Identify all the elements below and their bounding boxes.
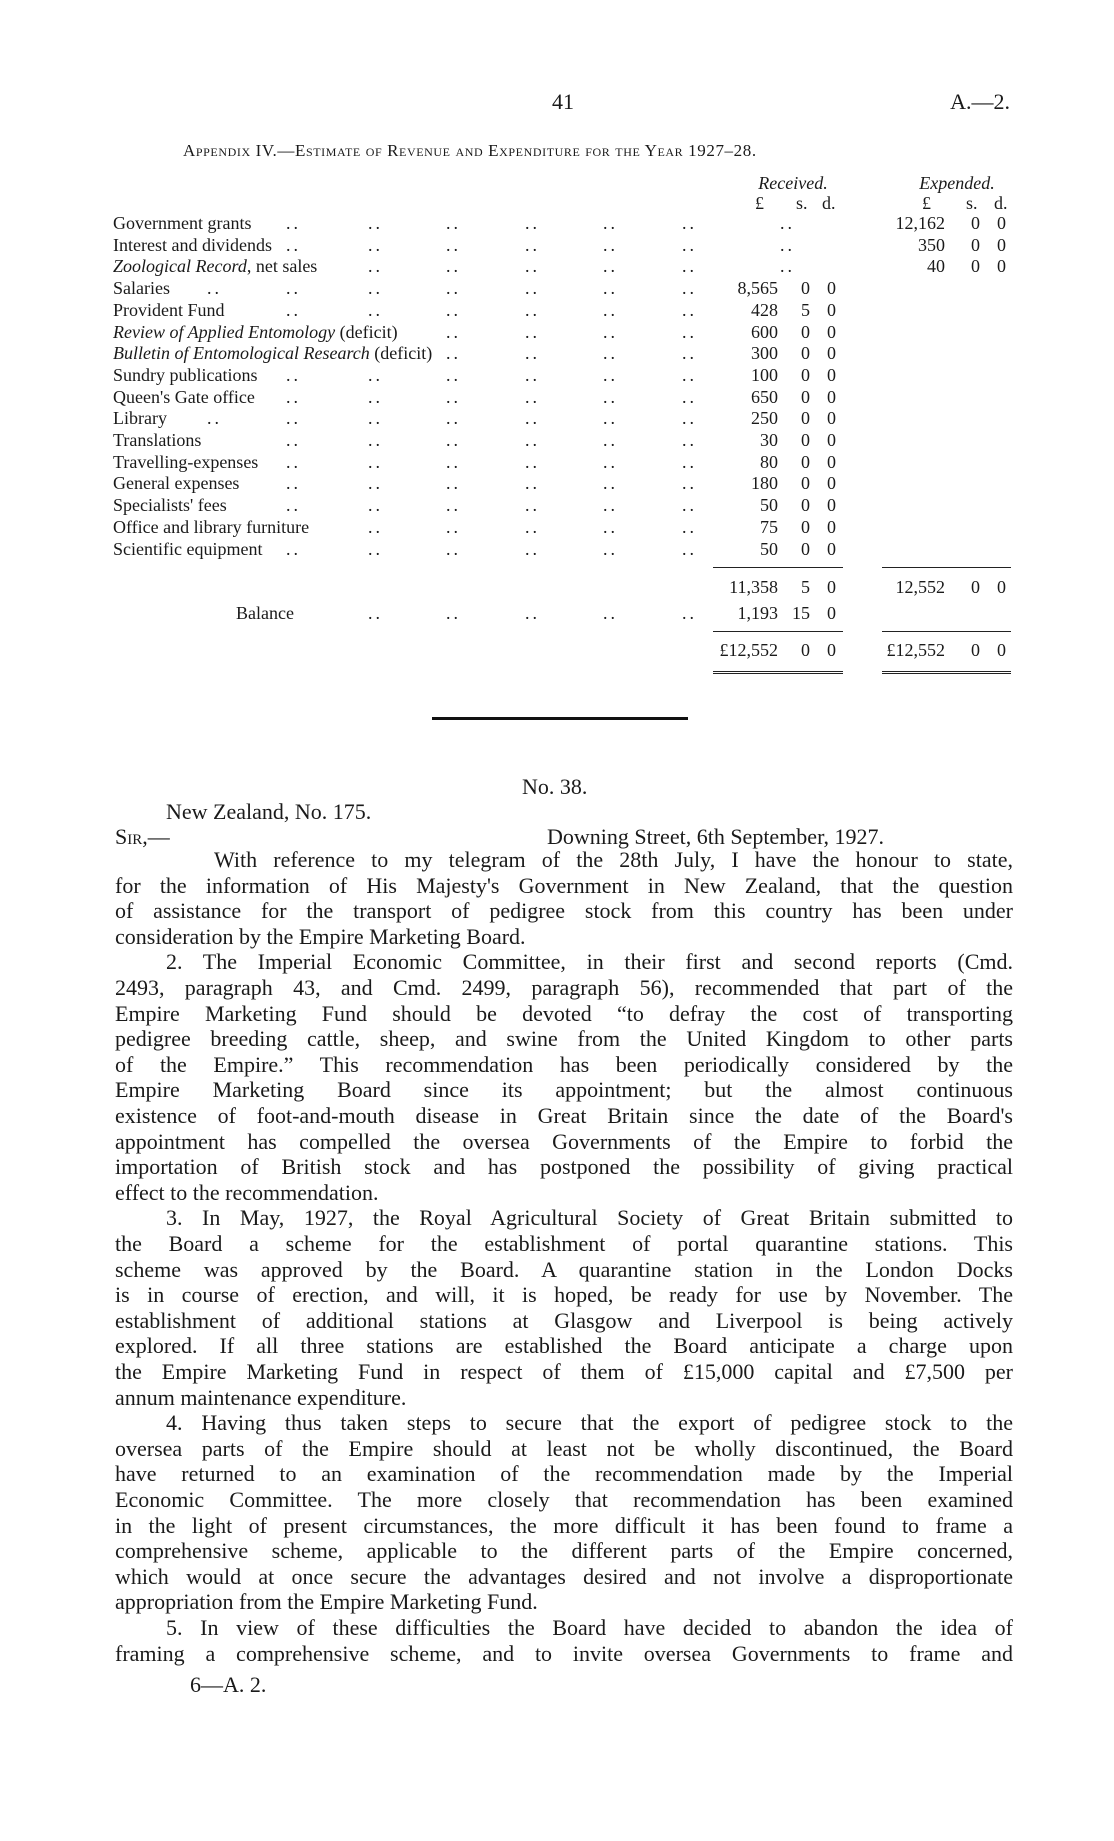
dot-leader: .. (368, 517, 383, 537)
row-label (113, 429, 201, 451)
dot-leader: .. (368, 473, 383, 493)
expended-shillings: 0 (971, 577, 980, 597)
received-pence: 0 (827, 387, 836, 407)
received-pence: 0 (827, 539, 836, 559)
row-label (113, 451, 258, 473)
dot-leader: .. (446, 300, 461, 320)
expended-shillings: 0 (971, 640, 980, 660)
dot-leader: .. (603, 365, 618, 385)
expended-pence: 0 (997, 577, 1006, 597)
received-shillings-unit: s. (796, 193, 808, 213)
received-pence: 0 (827, 365, 836, 385)
dot-leader: .. (525, 213, 540, 233)
dot-leader: .. (682, 452, 697, 472)
row-label (113, 494, 227, 516)
received-shillings: 0 (801, 408, 810, 428)
received-shillings: 5 (801, 577, 810, 597)
row-label-text: Translations (113, 430, 202, 450)
dot-leader: .. (682, 278, 697, 298)
dot-leader: .. (682, 408, 697, 428)
dot-leader: .. (603, 235, 618, 255)
row-label (113, 277, 170, 299)
body-text-line: pedigree breeding cattle, sheep, and swine from the United Kingdom to other parts (115, 1026, 1013, 1051)
dot-leader: .. (446, 408, 461, 428)
received-pounds: 75 (760, 517, 778, 537)
dot-leader: .. (525, 408, 540, 428)
dot-leader: .. (525, 517, 540, 537)
body-text-line: Economic Committee. The more closely that recommendation has been examined (115, 1487, 1013, 1512)
row-label-text: Office and library furniture (113, 517, 310, 537)
row-label-text: Government grants (113, 213, 252, 233)
received-pence: 0 (827, 408, 836, 428)
dot-leader: .. (525, 322, 540, 342)
received-shillings: 5 (801, 300, 810, 320)
received-shillings: 0 (801, 473, 810, 493)
body-text-line: of assistance for the transport of pedigree stock from this country has been under (115, 898, 1013, 923)
dot-leader: .. (446, 256, 461, 276)
expended-pence-unit: d. (994, 193, 1008, 213)
dot-leader: .. (368, 408, 383, 428)
address-date: Downing Street, 6th September, 1927. (547, 824, 885, 849)
body-text-line: scheme was approved by the Board. A quarantine station in the London Docks (115, 1257, 1013, 1282)
received-empty-leader: .. (780, 256, 795, 276)
dot-leader: .. (525, 603, 540, 623)
total-rule-received (713, 631, 843, 632)
received-pounds: 50 (760, 539, 778, 559)
expended-pounds-unit: £ (922, 193, 931, 213)
received-pence: 0 (827, 495, 836, 515)
dot-leader: .. (446, 473, 461, 493)
dot-leader: .. (525, 387, 540, 407)
dot-leader: .. (368, 365, 383, 385)
received-empty-leader: .. (780, 213, 795, 233)
dot-leader: .. (525, 235, 540, 255)
expended-shillings: 0 (971, 256, 980, 276)
received-pounds: 11,358 (729, 577, 778, 597)
dot-leader: .. (286, 213, 301, 233)
received-shillings: 0 (801, 640, 810, 660)
row-label-text: , net sales (246, 256, 318, 276)
dot-leader: .. (286, 539, 301, 559)
received-pence: 0 (827, 300, 836, 320)
row-label-text: (deficit) (335, 322, 398, 342)
dot-leader: .. (682, 430, 697, 450)
body-text-line: appointment has compelled the oversea Governments of the Empire to forbid the (115, 1129, 1013, 1154)
received-shillings: 0 (801, 278, 810, 298)
dot-leader: .. (603, 256, 618, 276)
body-text-line: is in course of erection, and will, it is hoped, be ready for use by November. The (115, 1282, 1013, 1307)
expended-shillings: 0 (971, 235, 980, 255)
dot-leader: .. (682, 235, 697, 255)
dot-leader: .. (682, 300, 697, 320)
dot-leader: .. (682, 539, 697, 559)
row-label (113, 212, 251, 234)
dot-leader: .. (603, 343, 618, 363)
dot-leader: .. (446, 603, 461, 623)
expended-shillings-unit: s. (966, 193, 978, 213)
dot-leader: .. (603, 495, 618, 515)
expended-pence: 0 (997, 235, 1006, 255)
subtotal-rule-expended (882, 567, 1011, 568)
dot-leader: .. (286, 300, 301, 320)
dot-leader: .. (286, 365, 301, 385)
dot-leader: .. (525, 430, 540, 450)
dot-leader: .. (368, 603, 383, 623)
expended-pounds: 350 (918, 235, 945, 255)
row-label-text: Specialists' fees (113, 495, 227, 515)
received-shillings: 0 (801, 495, 810, 515)
received-shillings: 0 (801, 452, 810, 472)
letter-number: No. 38. (522, 774, 588, 799)
dot-leader: .. (368, 430, 383, 450)
dot-leader: .. (603, 430, 618, 450)
dot-leader: .. (682, 387, 697, 407)
expended-pounds: 12,552 (895, 577, 945, 597)
dot-leader: .. (446, 365, 461, 385)
expended-pounds: 40 (927, 256, 945, 276)
dot-leader: .. (446, 495, 461, 515)
body-text-line: annum maintenance expenditure. (115, 1385, 407, 1410)
dot-leader: .. (525, 300, 540, 320)
expended-column-header: Expended. (919, 173, 995, 193)
dot-leader: .. (286, 495, 301, 515)
row-label (113, 342, 432, 364)
body-text-line: oversea parts of the Empire should at least not be wholly discontinued, the Board (115, 1436, 1013, 1461)
dot-leader: .. (368, 539, 383, 559)
dot-leader: .. (603, 278, 618, 298)
received-pounds: £12,552 (719, 640, 778, 660)
body-text-line: in the light of present circumstances, the more difficult it has been found to frame a (115, 1513, 1013, 1538)
salutation: Sir,— (115, 824, 170, 849)
received-pence: 0 (827, 322, 836, 342)
dot-leader: .. (446, 235, 461, 255)
received-shillings: 0 (801, 517, 810, 537)
body-text-line: the Empire Marketing Fund in respect of them of £15,000 capital and £7,500 per (115, 1359, 1013, 1384)
received-shillings: 0 (801, 387, 810, 407)
received-pence: 0 (827, 640, 836, 660)
dot-leader: .. (603, 387, 618, 407)
row-label (113, 538, 262, 560)
dot-leader: .. (368, 495, 383, 515)
dot-leader: .. (603, 213, 618, 233)
subtotal-rule-received (713, 567, 843, 568)
dot-leader: .. (286, 278, 301, 298)
dot-leader: .. (286, 473, 301, 493)
received-pence: 0 (827, 430, 836, 450)
row-label-italic: Zoological Record (113, 256, 247, 276)
body-text-line: of the Empire.” This recommendation has been periodically considered by the (115, 1052, 1013, 1077)
dot-leader: .. (368, 452, 383, 472)
body-text-line: Empire Marketing Board since its appointment; but the almost continuous (115, 1077, 1013, 1102)
row-label-text: Library (113, 408, 167, 428)
row-label-text: Sundry publications (113, 365, 258, 385)
dot-leader: .. (446, 517, 461, 537)
page-number: 41 (552, 89, 574, 114)
received-pounds: 180 (751, 473, 778, 493)
total-rule-expended (882, 631, 1011, 632)
row-label (113, 255, 317, 277)
dot-leader: .. (682, 213, 697, 233)
dot-leader: .. (682, 495, 697, 515)
received-shillings: 0 (801, 539, 810, 559)
dot-leader: .. (525, 343, 540, 363)
row-label (113, 516, 309, 538)
row-label-italic: Review of Applied Entomology (113, 322, 336, 342)
received-column-header: Received. (758, 173, 828, 193)
received-pounds: 30 (760, 430, 778, 450)
series-code: A.—2. (950, 89, 1010, 114)
dot-leader: .. (368, 256, 383, 276)
body-text-line: Empire Marketing Fund should be devoted “to defray the cost of transporting (115, 1001, 1013, 1026)
row-label (113, 234, 272, 256)
dot-leader: .. (446, 278, 461, 298)
row-label (113, 386, 255, 408)
dot-leader: .. (525, 452, 540, 472)
body-text-line: 3. In May, 1927, the Royal Agricultural Society of Great Britain submitted to (166, 1205, 1013, 1230)
dot-leader: .. (682, 256, 697, 276)
dot-leader: .. (446, 322, 461, 342)
dot-leader: .. (525, 495, 540, 515)
received-shillings: 15 (792, 603, 810, 623)
received-shillings: 0 (801, 365, 810, 385)
dot-leader: .. (682, 517, 697, 537)
dot-leader: .. (682, 343, 697, 363)
dot-leader: .. (525, 278, 540, 298)
expended-pounds: £12,552 (886, 640, 945, 660)
body-text-line: effect to the recommendation. (115, 1180, 379, 1205)
dot-leader: .. (286, 430, 301, 450)
dot-leader: .. (603, 408, 618, 428)
received-pence: 0 (827, 278, 836, 298)
dot-leader: .. (368, 235, 383, 255)
double-rule-expended (882, 671, 1011, 676)
expended-pence: 0 (997, 256, 1006, 276)
dot-leader: .. (682, 473, 697, 493)
dot-leader: .. (446, 430, 461, 450)
row-label-text: Travelling-expenses (113, 452, 259, 472)
expended-pence: 0 (997, 640, 1006, 660)
received-empty-leader: .. (780, 235, 795, 255)
dot-leader: .. (525, 539, 540, 559)
dot-leader: .. (682, 322, 697, 342)
dot-leader: .. (603, 473, 618, 493)
received-pence: 0 (827, 473, 836, 493)
dot-leader: .. (603, 300, 618, 320)
received-pence: 0 (827, 603, 836, 623)
dot-leader: .. (368, 300, 383, 320)
body-text-line: 2493, paragraph 43, and Cmd. 2499, paragraph 56), recommended that part of the (115, 975, 1013, 1000)
dot-leader: .. (682, 365, 697, 385)
row-label-italic: Bulletin of Entomological Research (113, 343, 370, 363)
body-text-line: for the information of His Majesty's Government in New Zealand, that the question (115, 873, 1013, 898)
dot-leader: .. (286, 387, 301, 407)
dot-leader: .. (207, 408, 222, 428)
body-text-line: which would at once secure the advantages desired and not involve a disproportionate (115, 1564, 1013, 1589)
body-text-line: appropriation from the Empire Marketing Fund. (115, 1589, 538, 1614)
body-text-line: consideration by the Empire Marketing Board. (115, 924, 526, 949)
received-pounds: 8,565 (737, 278, 778, 298)
dot-leader: .. (446, 539, 461, 559)
received-shillings: 0 (801, 430, 810, 450)
row-label (113, 299, 225, 321)
dot-leader: .. (603, 322, 618, 342)
dot-leader: .. (286, 452, 301, 472)
dot-leader: .. (525, 256, 540, 276)
received-pence: 0 (827, 517, 836, 537)
row-label (113, 321, 398, 343)
row-label-text: Salaries (113, 278, 170, 298)
dot-leader: .. (368, 278, 383, 298)
body-text-line: With reference to my telegram of the 28th July, I have the honour to state, (214, 847, 1013, 872)
letter-reference: New Zealand, No. 175. (166, 799, 372, 824)
row-label-text: Provident Fund (113, 300, 225, 320)
dot-leader: .. (603, 539, 618, 559)
received-pence-unit: d. (822, 193, 836, 213)
received-pounds: 1,193 (737, 603, 778, 623)
row-label (113, 364, 258, 386)
body-text-line: have returned to an examination of the recommendation made by the Imperial (115, 1461, 1013, 1486)
expended-pounds: 12,162 (895, 213, 945, 233)
section-divider (432, 717, 688, 720)
dot-leader: .. (682, 603, 697, 623)
received-pounds: 428 (751, 300, 778, 320)
received-pounds: 300 (751, 343, 778, 363)
received-pounds: 50 (760, 495, 778, 515)
body-text-line: framing a comprehensive scheme, and to invite oversea Governments to frame and (115, 1641, 1013, 1666)
body-text-line: 5. In view of these difficulties the Board have decided to abandon the idea of (166, 1615, 1013, 1640)
received-pounds: 600 (751, 322, 778, 342)
body-text-line: the Board a scheme for the establishment of portal quarantine stations. This (115, 1231, 1013, 1256)
dot-leader: .. (525, 365, 540, 385)
body-text-line: establishment of additional stations at Glasgow and Liverpool is being actively (115, 1308, 1013, 1333)
row-label-text: Queen's Gate office (113, 387, 255, 407)
received-pounds: 80 (760, 452, 778, 472)
dot-leader: .. (603, 517, 618, 537)
dot-leader: .. (368, 387, 383, 407)
double-rule-received (713, 671, 843, 676)
received-pence: 0 (827, 343, 836, 363)
received-shillings: 0 (801, 322, 810, 342)
body-text-line: 2. The Imperial Economic Committee, in their first and second reports (Cmd. (166, 949, 1013, 974)
body-text-line: 4. Having thus taken steps to secure that the export of pedigree stock to the (166, 1410, 1013, 1435)
received-shillings: 0 (801, 343, 810, 363)
received-pence: 0 (827, 452, 836, 472)
row-label-text: General expenses (113, 473, 240, 493)
body-text-line: comprehensive scheme, applicable to the different parts of the Empire concerned, (115, 1538, 1013, 1563)
row-label-text: Interest and dividends (113, 235, 272, 255)
dot-leader: .. (286, 235, 301, 255)
row-label (113, 407, 167, 429)
row-label-text: (deficit) (369, 343, 433, 363)
received-pounds: 100 (751, 365, 778, 385)
balance-label: Balance (236, 603, 294, 623)
dot-leader: .. (603, 603, 618, 623)
signature-mark: 6—A. 2. (190, 1672, 267, 1697)
expended-shillings: 0 (971, 213, 980, 233)
received-pence: 0 (827, 577, 836, 597)
dot-leader: .. (525, 473, 540, 493)
row-label-text: Scientific equipment (113, 539, 263, 559)
expended-pence: 0 (997, 213, 1006, 233)
body-text-line: importation of British stock and has postponed the possibility of giving practical (115, 1154, 1013, 1179)
dot-leader: .. (446, 213, 461, 233)
dot-leader: .. (286, 408, 301, 428)
dot-leader: .. (603, 452, 618, 472)
dot-leader: .. (368, 213, 383, 233)
dot-leader: .. (446, 452, 461, 472)
body-text-line: existence of foot-and-mouth disease in Great Britain since the date of the Board's (115, 1103, 1013, 1128)
received-pounds-unit: £ (755, 193, 764, 213)
appendix-title: Appendix IV.—Estimate of Revenue and Expenditure for the Year 1927–28. (183, 141, 757, 160)
dot-leader: .. (446, 387, 461, 407)
received-pounds: 650 (751, 387, 778, 407)
body-text-line: explored. If all three stations are established the Board anticipate a charge upon (115, 1333, 1013, 1358)
dot-leader: .. (446, 343, 461, 363)
dot-leader: .. (207, 278, 222, 298)
row-label (113, 472, 239, 494)
received-pounds: 250 (751, 408, 778, 428)
